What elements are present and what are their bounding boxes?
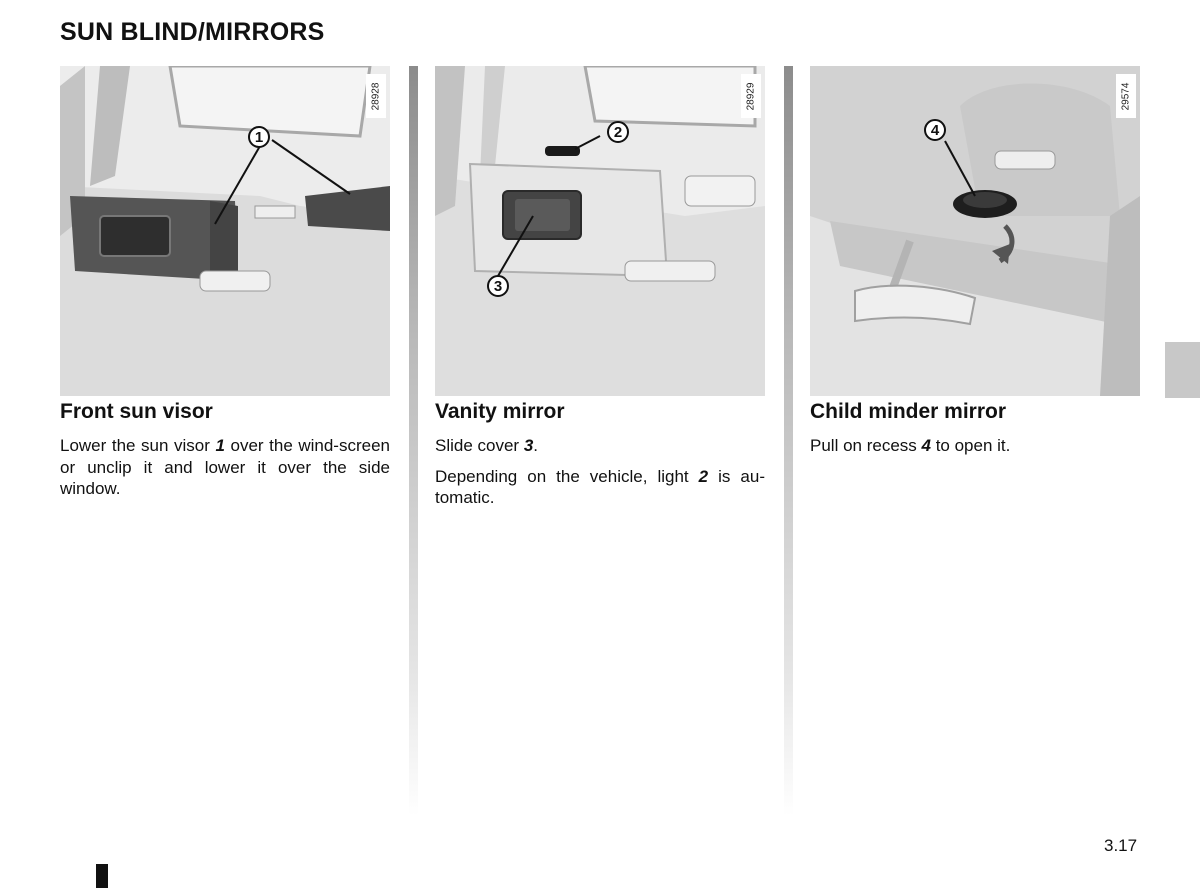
section-body-child-minder-mirror xyxy=(810,435,1140,466)
vanity-mirror-photo xyxy=(435,66,765,396)
callout-4: 4 xyxy=(924,119,946,141)
page-title: SUN BLIND/MIRRORS xyxy=(60,18,325,46)
page-number: 3.17 xyxy=(1104,836,1138,855)
column-divider xyxy=(784,66,793,816)
photo-reference-number: 28929 xyxy=(741,74,761,118)
paragraph: Lower the sun visor 1 over the wind-screen or unclip it and lower it over the side window. xyxy=(60,436,390,498)
margin-mark xyxy=(96,864,108,888)
section-body-front-sun-visor xyxy=(60,435,390,509)
photo-reference-number: 29574 xyxy=(1116,74,1136,118)
section-title-child-minder-mirror: Child minder mirror xyxy=(810,400,1007,423)
paragraph: Depending on the vehicle, light 2 is au-tomatic. xyxy=(435,466,765,507)
column-divider xyxy=(409,66,418,816)
section-title-vanity-mirror: Vanity mirror xyxy=(435,400,565,423)
callout-3: 3 xyxy=(487,275,509,297)
chapter-tab xyxy=(1165,342,1200,398)
callout-1: 1 xyxy=(248,126,270,148)
section-title-front-sun-visor: Front sun visor xyxy=(60,400,213,423)
section-body-vanity-mirror xyxy=(435,435,765,518)
paragraph: Pull on recess 4 to open it. xyxy=(810,436,1011,455)
callout-2: 2 xyxy=(607,121,629,143)
photo-reference-number: 28928 xyxy=(366,74,386,118)
paragraph: Slide cover 3. xyxy=(435,436,539,455)
child-minder-mirror-photo xyxy=(810,66,1140,396)
front-sun-visor-photo xyxy=(60,66,390,396)
